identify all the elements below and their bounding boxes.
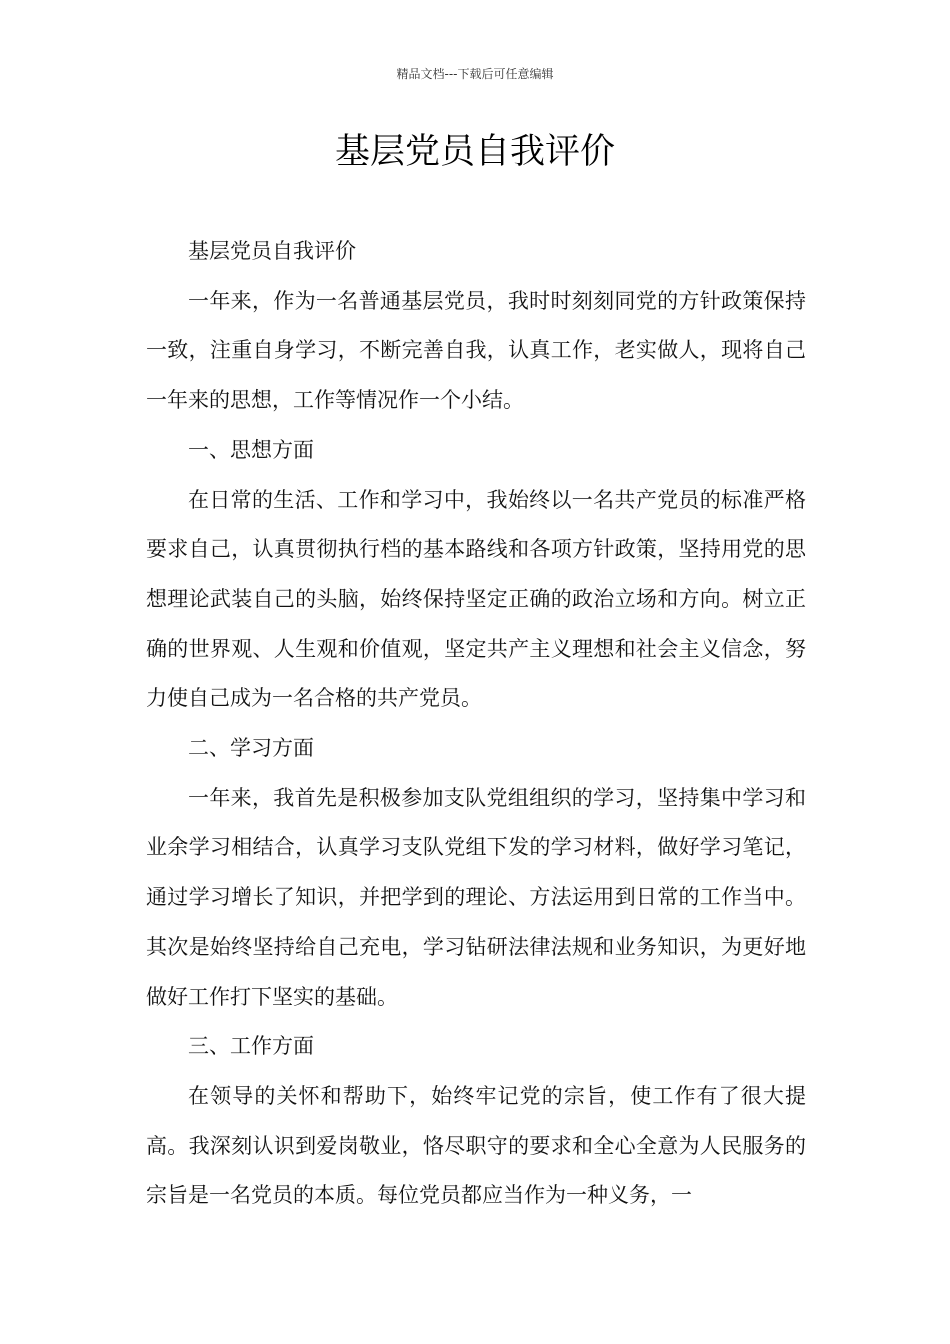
paragraph-intro: 一年来，作为一名普通基层党员，我时时刻刻同党的方针政策保持一致，注重自身学习，不断完善自我，认真工作，老实做人，现将自己一年来的思想，工作等情况作一个小结。 — [146, 288, 806, 413]
paragraph-work: 在领导的关怀和帮助下，始终牢记党的宗旨，使工作有了很大提高。我深刻认识到爱岗敬业，恪尽职守的要求和全心全意为人民服务的宗旨是一名党员的本质。每位党员都应当作为一种义务，一 — [146, 1083, 806, 1208]
page-header: 精品文档---下载后可任意编辑 — [396, 67, 554, 81]
section-heading-work: 三、工作方面 — [188, 1034, 314, 1059]
paragraph-thought: 在日常的生活、工作和学习中，我始终以一名共产党员的标准严格要求自己，认真贯彻执行档的基本路线和各项方针政策，坚持用党的思想理论武装自己的头脑，始终保持坚定正确的政治立场和方向。树立正确的世界观、人生观和价值观，坚定共产主义理想和社会主义信念，努力使自己成为一名合格的共产党员。 — [146, 487, 806, 711]
paragraph-study: 一年来，我首先是积极参加支队党组组织的学习，坚持集中学习和业余学习相结合，认真学习支队党组下发的学习材料，做好学习笔记，通过学习增长了知识，并把学到的理论、方法运用到日常的工作当中。其次是始终坚持给自己充电，学习钻研法律法规和业务知识，为更好地做好工作打下坚实的基础。 — [146, 785, 806, 1009]
paragraph-subtitle: 基层党员自我评价 — [188, 239, 356, 263]
document-title: 基层党员自我评价 — [334, 132, 615, 172]
section-heading-study: 二、学习方面 — [188, 736, 314, 761]
section-heading-thought: 一、思想方面 — [188, 437, 314, 462]
document-body — [146, 227, 806, 1221]
